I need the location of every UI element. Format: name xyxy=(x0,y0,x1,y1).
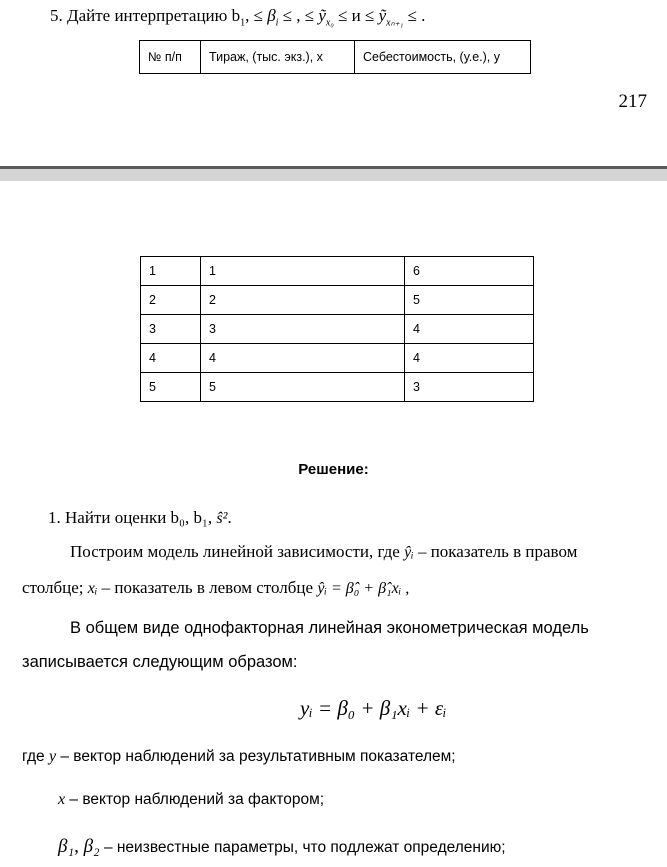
table-cell: 4 xyxy=(201,344,405,373)
table-row xyxy=(141,315,534,344)
paragraph-1-line-2 xyxy=(22,578,409,598)
para1-formula: ŷᵢ = β̂₀ + β̂₁xᵢ , xyxy=(317,580,410,597)
header-row xyxy=(140,41,531,74)
table-cell: 1 xyxy=(201,257,405,286)
paragraph-1-line-1 xyxy=(70,542,577,562)
step1-end: . xyxy=(227,508,232,527)
table-cell: 4 xyxy=(141,344,201,373)
table-row xyxy=(141,257,534,286)
table-row xyxy=(141,373,534,402)
task-rest2: ≤ , ≤ xyxy=(278,6,319,25)
para1-text-end: – показатель в правом xyxy=(413,542,578,561)
para1-xi: xᵢ xyxy=(87,580,98,597)
table-cell: 4 xyxy=(405,344,534,373)
table-cell: 2 xyxy=(201,286,405,315)
def1-var: y xyxy=(48,748,57,765)
task-ysub0: x₀ xyxy=(325,17,334,29)
task-text: Дайте интерпретацию b xyxy=(67,6,241,25)
paragraph-2-line-2: записывается следующим образом: xyxy=(22,653,298,671)
task-rest: , ≤ xyxy=(245,6,268,25)
def1-start: где xyxy=(22,748,49,765)
data-table xyxy=(140,256,534,402)
step-1 xyxy=(48,508,232,528)
task-ytilde-1: ỹ xyxy=(318,6,326,25)
def3-text: – неизвестные параметры, что подлежат определению; xyxy=(99,839,506,856)
para1-yhat: ŷᵢ xyxy=(404,544,414,561)
task-rest4: ≤ . xyxy=(403,6,426,25)
definition-y xyxy=(22,748,456,766)
definition-x xyxy=(58,791,324,809)
table-cell: 3 xyxy=(141,315,201,344)
page-break-band xyxy=(0,169,667,181)
task-rest3: ≤ и ≤ xyxy=(333,6,379,25)
task-ytilde-2: ỹ xyxy=(378,6,387,25)
table-cell: 1 xyxy=(141,257,201,286)
table-cell: 4 xyxy=(405,315,534,344)
task-beta: β xyxy=(267,6,276,25)
table-row xyxy=(141,286,534,315)
table-cell: 5 xyxy=(201,373,405,402)
header-cell-cost: Себестоимость, (у.е.), y xyxy=(355,41,531,74)
task-beta-sub: i xyxy=(275,17,279,29)
step1-text: 1. Найти оценки b₀, b₁, xyxy=(48,508,217,527)
table-cell: 6 xyxy=(405,257,534,286)
table-cell: 5 xyxy=(141,373,201,402)
para1-line2-mid: – показатель в левом столбце xyxy=(97,578,318,597)
task-number: 5. xyxy=(50,6,63,25)
task-ysub1: xₙ₊₁ xyxy=(386,17,404,29)
paragraph-2-line-1: В общем виде однофакторная линейная эконометрическая модель xyxy=(70,619,589,637)
table-cell: 3 xyxy=(405,373,534,402)
header-cell-number: № п/п xyxy=(140,41,201,74)
para1-text: Построим модель линейной зависимости, где xyxy=(70,542,405,561)
def2-var: x xyxy=(58,791,66,808)
def3-var: β₁, β₂ xyxy=(58,836,100,857)
header-table xyxy=(139,40,531,74)
def2-text: – вектор наблюдений за фактором; xyxy=(65,791,325,808)
task-line xyxy=(50,6,426,29)
page-number: 217 xyxy=(618,91,647,112)
model-formula: yᵢ = β₀ + β₁xᵢ + εᵢ xyxy=(300,696,447,720)
solution-heading: Решение: xyxy=(298,461,369,478)
table-cell: 3 xyxy=(201,315,405,344)
header-cell-circulation: Тираж, (тыс. экз.), x xyxy=(201,41,355,74)
step1-s: ŝ² xyxy=(216,510,228,527)
para1-line2-start: столбце; xyxy=(22,578,88,597)
table-cell: 2 xyxy=(141,286,201,315)
task-sub1: 1 xyxy=(240,17,246,29)
definition-beta xyxy=(58,836,506,858)
table-cell: 5 xyxy=(405,286,534,315)
def1-text: – вектор наблюдений за результативным показателем; xyxy=(56,748,456,765)
table-row xyxy=(141,344,534,373)
